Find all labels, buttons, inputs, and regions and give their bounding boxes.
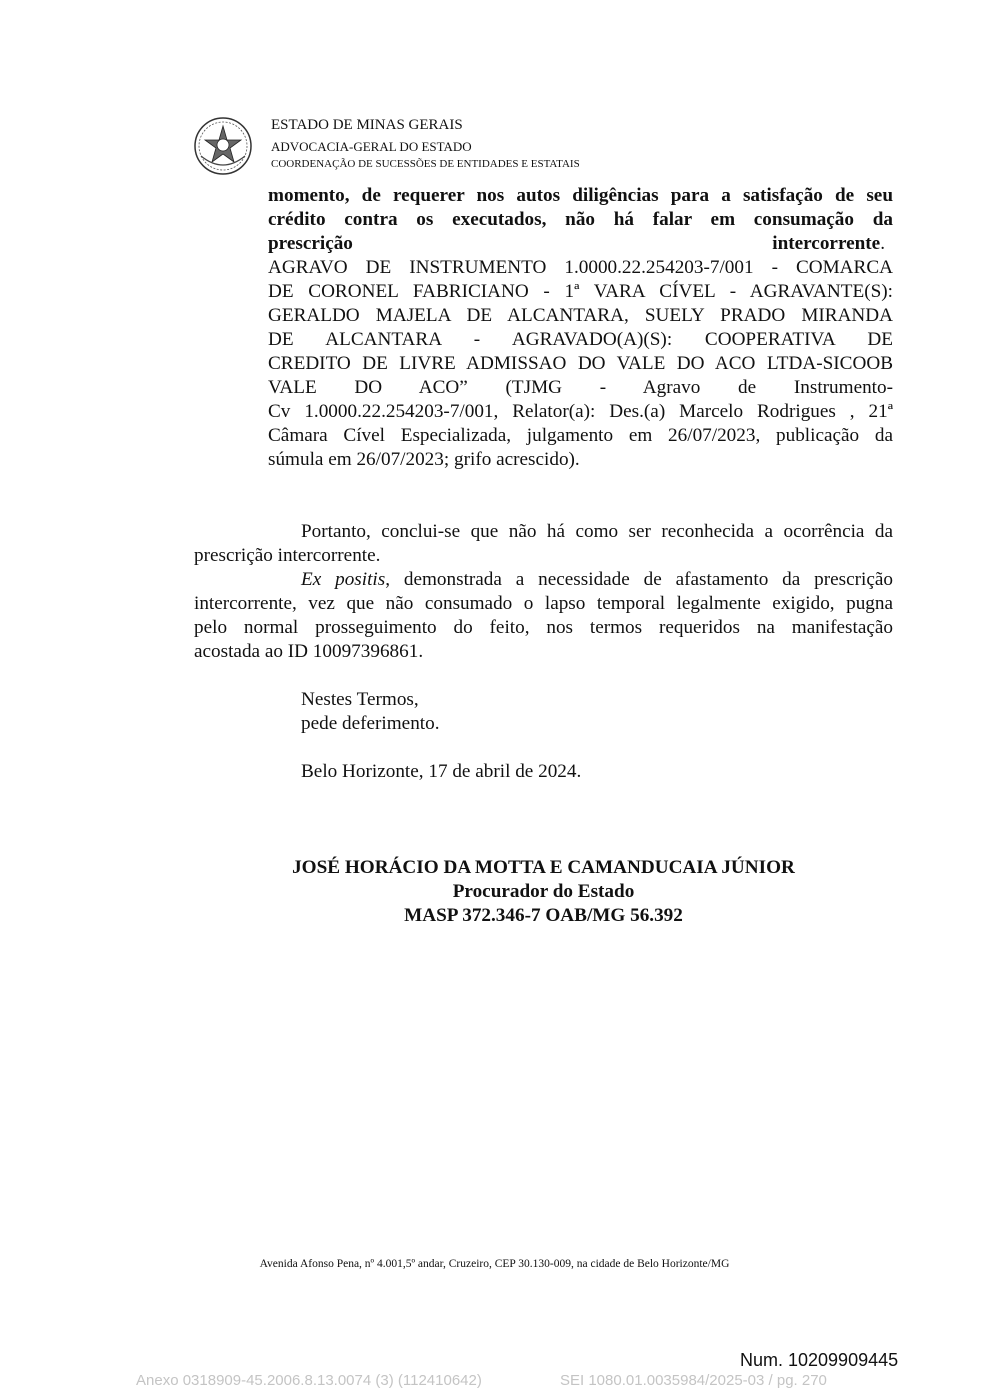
sei-reference: SEI 1080.01.0035984/2025-03 / pg. 270 — [560, 1372, 827, 1389]
quote-line: DE ALCANTARA - AGRAVADO(A)(S): COOPERATIVA DE — [268, 329, 893, 350]
document-number: Num. 10209909445 — [740, 1350, 899, 1370]
signatory-role: Procurador do Estado — [452, 881, 635, 902]
quote-line: DE CORONEL FABRICIANO - 1ª VARA CÍVEL - AGRAVANTE(S): — [268, 281, 893, 302]
quote-line: crédito contra os executados, não há falar em consumação da — [268, 209, 893, 230]
closing-line: pede deferimento. — [301, 713, 440, 734]
place-and-date: Belo Horizonte, 17 de abril de 2024. — [301, 761, 582, 782]
quote-line: Câmara Cível Especializada, julgamento em 26/07/2023, publicação da — [268, 425, 893, 446]
body-paragraph-line: acostada ao ID 10097396861. — [194, 641, 424, 662]
latin-phrase: Ex positis — [301, 569, 386, 590]
closing-line: Nestes Termos, — [301, 689, 419, 710]
annex-reference: Anexo 0318909-45.2006.8.13.0074 (3) (112410642) — [136, 1372, 482, 1389]
quote-bold-text: prescrição — [268, 233, 353, 254]
body-paragraph-line: prescrição intercorrente. — [194, 545, 381, 566]
signatory-registration: MASP 372.346-7 OAB/MG 56.392 — [404, 905, 683, 926]
quote-line: CREDITO DE LIVRE ADMISSAO DO VALE DO ACO LTDA-SICOOB — [268, 353, 893, 374]
annex-stamp — [136, 1372, 856, 1389]
state-coat-of-arms-icon — [193, 116, 253, 176]
body-paragraph-line — [301, 568, 893, 592]
header-state-name: ESTADO DE MINAS GERAIS — [271, 117, 463, 133]
body-paragraph-line: intercorrente, vez que não consumado o lapso temporal legalmente exigido, pugna — [194, 593, 893, 614]
body-text: , demonstrada a necessidade de afastamento da prescrição — [385, 569, 893, 590]
quote-text: . — [880, 233, 885, 254]
footer-address: Avenida Afonso Pena, nº 4.001,5º andar, Cruzeiro, CEP 30.130-009, na cidade de Belo Horizonte/MG — [259, 1258, 730, 1270]
signatory-name: JOSÉ HORÁCIO DA MOTTA E CAMANDUCAIA JÚNIOR — [292, 857, 795, 878]
quote-line: AGRAVO DE INSTRUMENTO 1.0000.22.254203-7/001 - COMARCA — [268, 257, 893, 278]
header-department-name: COORDENAÇÃO DE SUCESSÕES DE ENTIDADES E ESTATAIS — [271, 158, 580, 170]
body-paragraph-line: pelo normal prosseguimento do feito, nos termos requeridos na manifestação — [194, 617, 893, 638]
body-paragraph-line: Portanto, conclui-se que não há como ser reconhecida a ocorrência da — [301, 521, 893, 542]
quote-line: momento, de requerer nos autos diligências para a satisfação de seu — [268, 185, 893, 206]
quote-line — [268, 232, 893, 256]
quote-bold-text: intercorrente — [772, 233, 881, 254]
quote-line: Cv 1.0000.22.254203-7/001, Relator(a): Des.(a) Marcelo Rodrigues , 21ª — [268, 401, 893, 422]
quote-line: GERALDO MAJELA DE ALCANTARA, SUELY PRADO MIRANDA — [268, 305, 893, 326]
header-agency-name: ADVOCACIA-GERAL DO ESTADO — [271, 139, 472, 154]
quote-line: súmula em 26/07/2023; grifo acrescido). — [268, 449, 580, 470]
quote-line: VALE DO ACO” (TJMG - Agravo de Instrumento- — [268, 377, 893, 398]
